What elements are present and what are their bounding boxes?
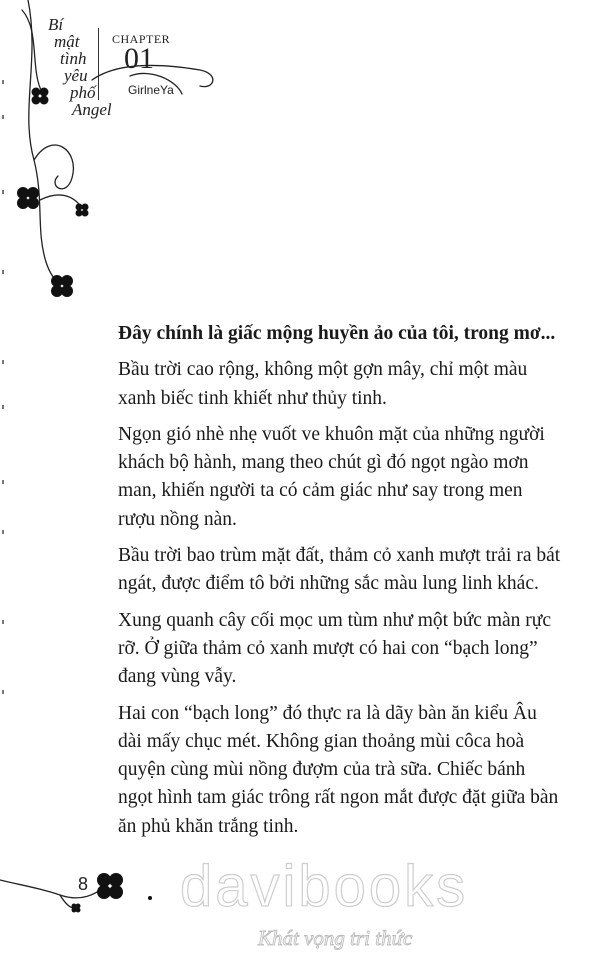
- book-title-line: phố: [70, 83, 96, 102]
- page-number: 8: [78, 874, 89, 894]
- watermark-brand: davibooks: [180, 854, 469, 919]
- book-title-line: Angel: [72, 100, 112, 119]
- clover-icon: [76, 204, 89, 217]
- book-title-line: mật: [54, 32, 80, 51]
- paragraph: Bầu trời bao trùm mặt đất, thảm cỏ xanh mượt trải ra bát ngát, được điểm tô bởi những sắc màu lung linh khác.: [118, 545, 561, 595]
- clover-icon: [97, 873, 123, 899]
- paragraph: Bầu trời cao rộng, không một gợn mây, chỉ một màu xanh biếc tinh khiết như thủy tinh.: [118, 359, 528, 409]
- paragraph: Ngọn gió nhè nhẹ vuốt ve khuôn mặt của những người khách bộ hành, mang theo chút gì đó ngọt ngào mơn man, khiến người ta có cảm giác như say trong men rượu nồng nàn.: [118, 423, 545, 530]
- book-title-line: yêu: [64, 66, 88, 85]
- lead-paragraph: Đây chính là giấc mộng huyền ảo của tôi, trong mơ...: [118, 323, 556, 344]
- chapter-body: [118, 320, 561, 849]
- paragraph: Xung quanh cây cối mọc um tùm như một bức màn rực rỡ. Ở giữa thảm cỏ xanh mượt có hai con “bạch long” đang vùng vẫy.: [118, 609, 551, 688]
- paragraph: Hai con “bạch long” đó thực ra là dãy bàn ăn kiểu Âu dài mấy chục mét. Không gian thoảng mùi côca hoà quyện cùng mùi nồng đượm của trà sữa. Chiếc bánh ngọt hình tam giác trông rất ngon mắt được đặt giữa bàn ăn phủ khăn trắng tinh.: [118, 702, 559, 837]
- clover-icon: [51, 275, 73, 297]
- author-name: GirlneYa: [128, 83, 174, 97]
- chapter-divider: [98, 28, 99, 100]
- book-title-line: Bí: [48, 15, 64, 34]
- chapter-label: CHAPTER: [112, 32, 171, 46]
- clover-icon: [17, 187, 39, 209]
- watermark-tagline: Khát vọng tri thức: [258, 926, 413, 950]
- chapter-number: 01: [124, 42, 154, 75]
- book-title-line: tình: [60, 49, 87, 68]
